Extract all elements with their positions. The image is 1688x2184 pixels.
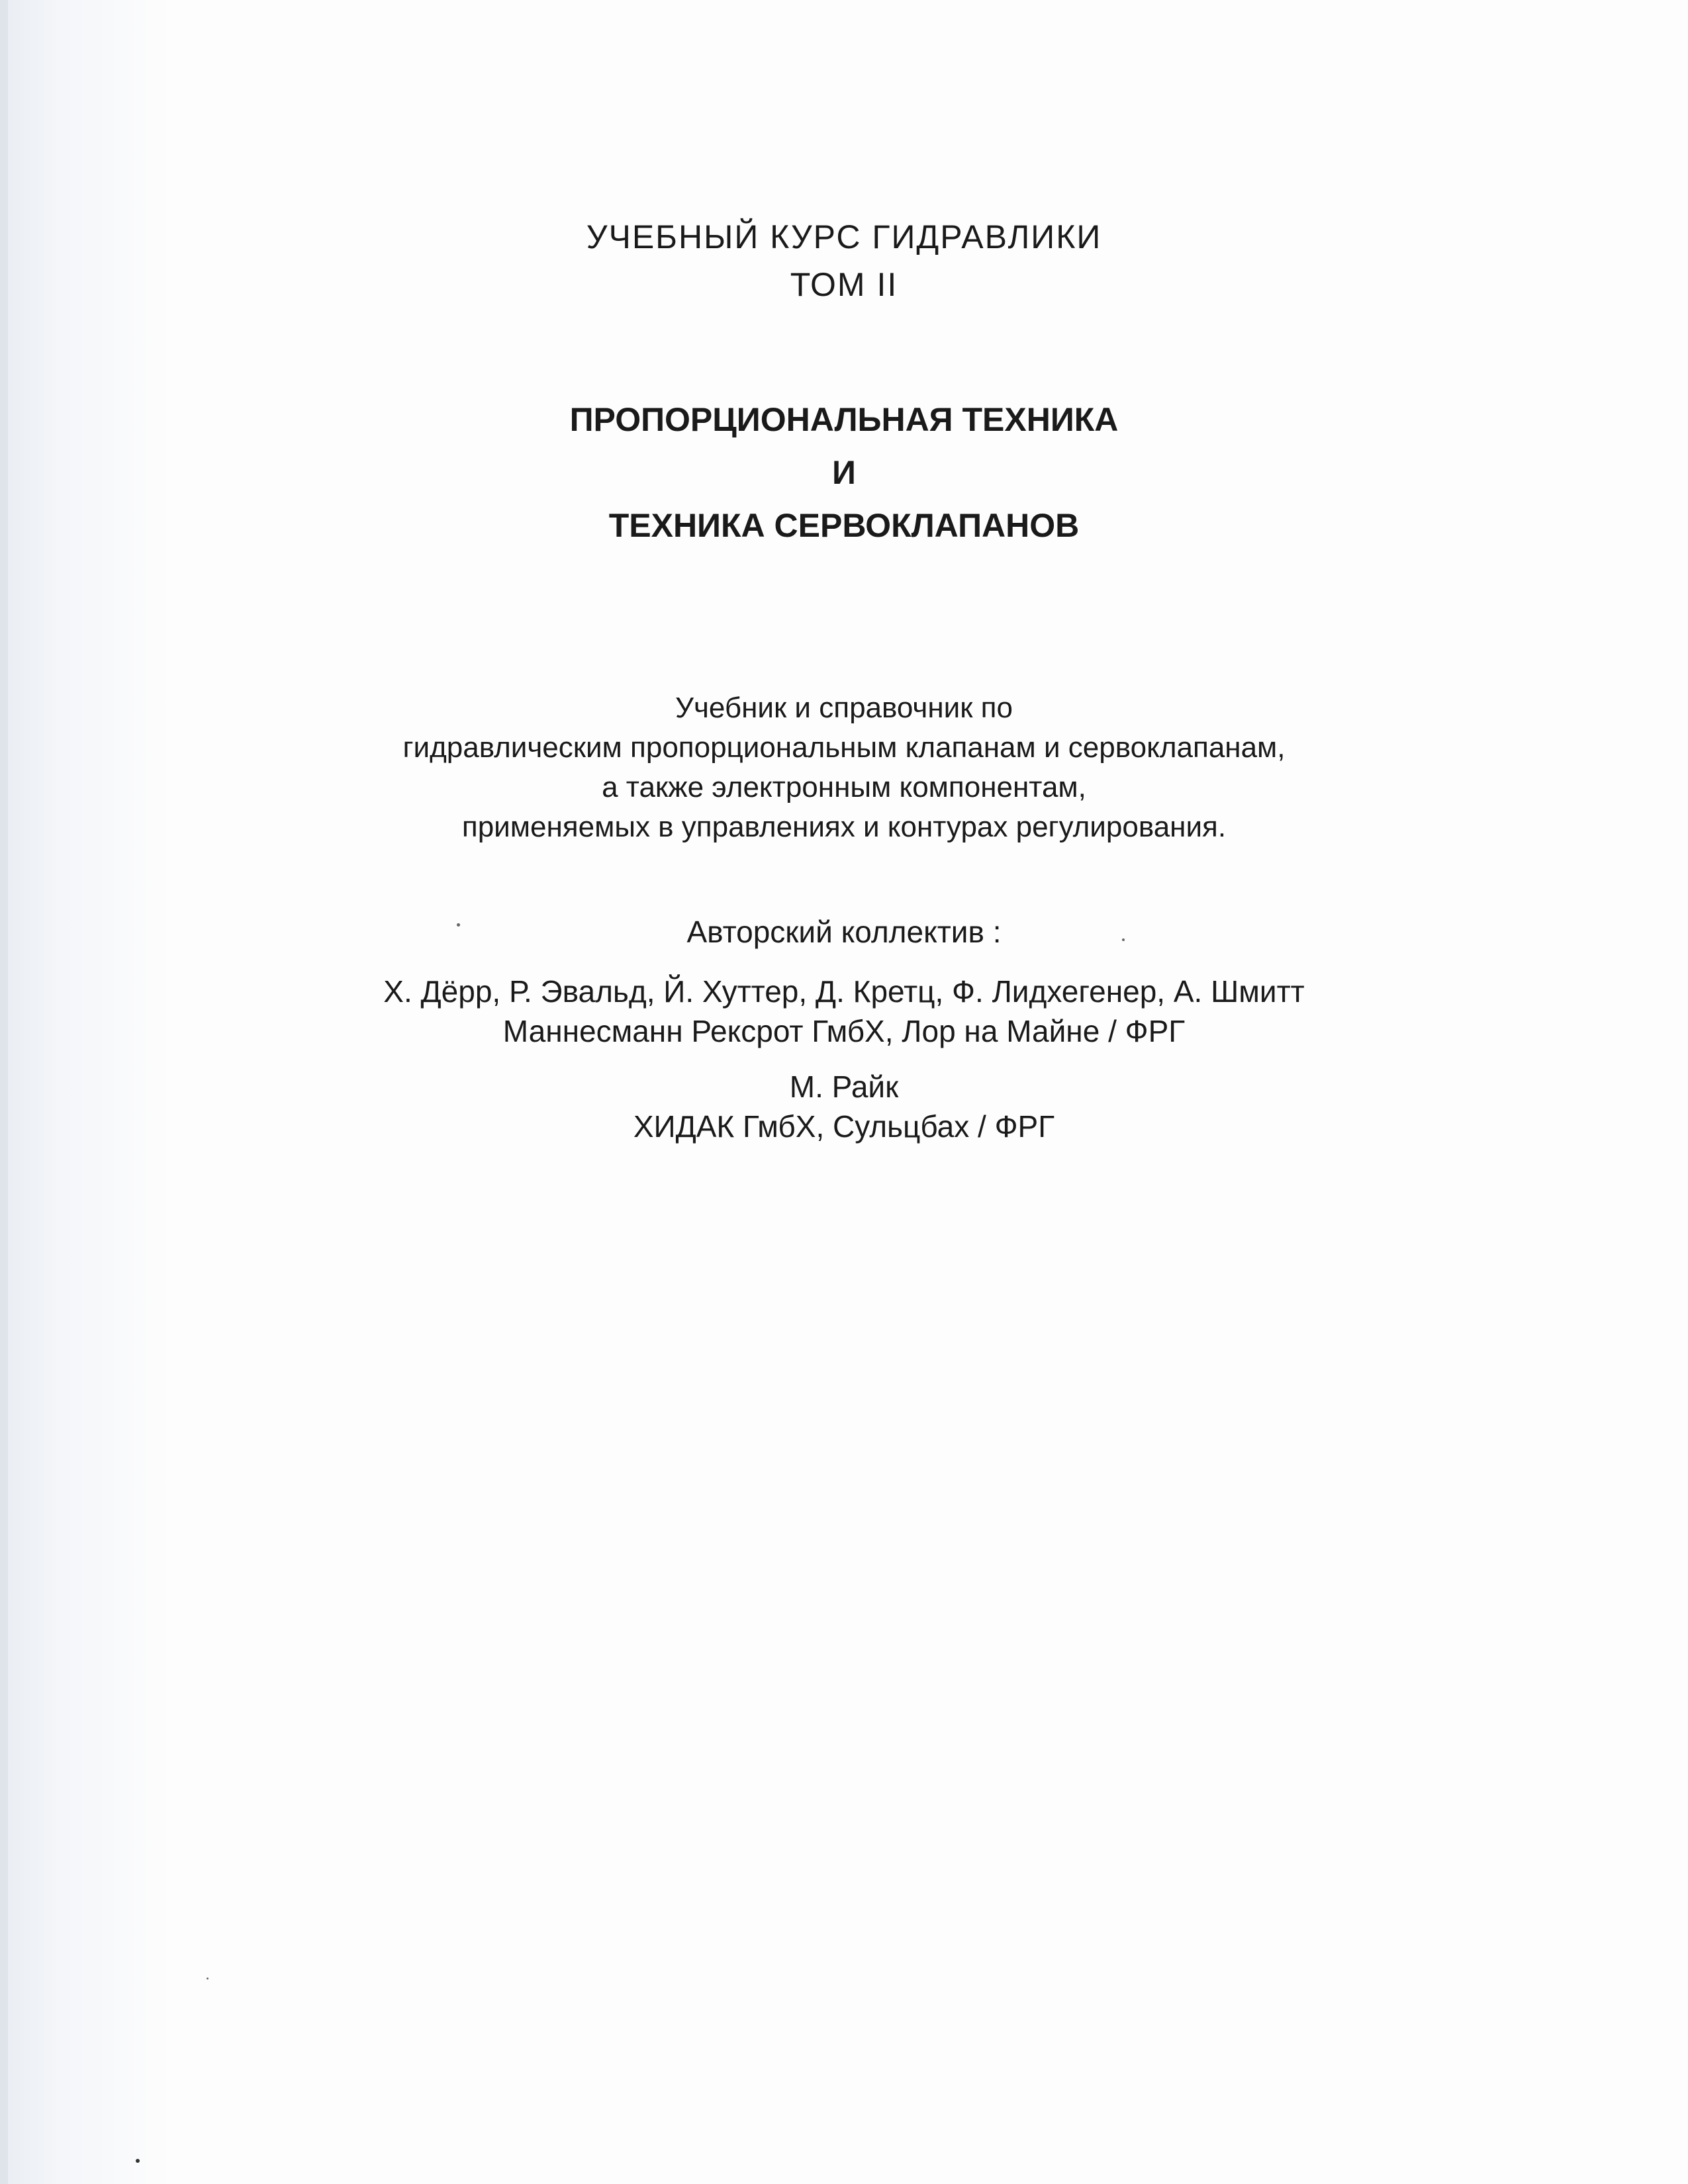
volume-number: ТОМ II <box>790 266 898 303</box>
author-affiliation: Маннесманн Рексрот ГмбХ, Лор на Майне / ФРГ <box>502 1014 1186 1048</box>
second-author-name: М. Райк <box>789 1069 899 1104</box>
second-author-affiliation: ХИДАК ГмбХ, Сульцбах / ФРГ <box>633 1109 1055 1144</box>
subtitle-line-4: применяемых в управлениях и контурах регулирования. <box>461 811 1227 843</box>
book-subtitle <box>0 688 1688 847</box>
subtitle-line-1: Учебник и справочник по <box>675 692 1013 724</box>
book-title <box>0 393 1688 552</box>
authors-list <box>0 972 1688 1051</box>
title-line-1: ПРОПОРЦИОНАЛЬНАЯ ТЕХНИКА <box>569 401 1119 438</box>
scan-speck <box>457 923 460 927</box>
course-title: УЧЕБНЫЙ КУРС ГИДРАВЛИКИ <box>586 218 1102 255</box>
author-names: Х. Дёрр, Р. Эвальд, Й. Хуттер, Д. Кретц, Ф. Лидхегенер, А. Шмитт <box>383 974 1305 1009</box>
authors-label: Авторский коллектив : <box>686 915 1002 949</box>
title-line-2: И <box>832 454 856 491</box>
authors-heading <box>0 912 1688 952</box>
title-line-3: ТЕХНИКА СЕРВОКЛАПАНОВ <box>608 507 1080 544</box>
subtitle-line-2: гидравлическим пропорциональным клапанам и сервоклапанам, <box>402 731 1286 764</box>
scan-speck <box>136 2159 140 2163</box>
subtitle-line-3: а также электронным компонентам, <box>602 771 1086 803</box>
scan-speck <box>1122 938 1125 941</box>
series-heading <box>0 213 1688 308</box>
scan-speck <box>207 1978 209 1979</box>
second-author-block <box>0 1067 1688 1146</box>
